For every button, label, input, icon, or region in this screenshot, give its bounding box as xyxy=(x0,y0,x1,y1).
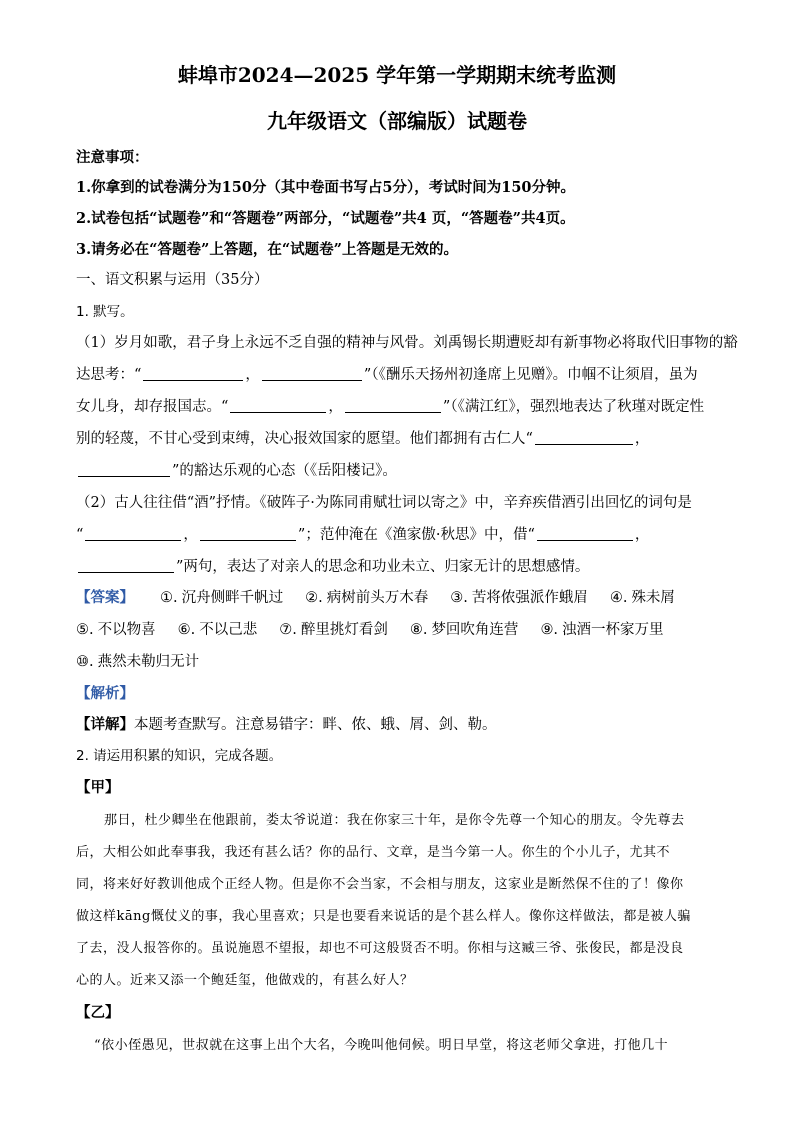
blank-3 xyxy=(230,398,326,413)
passage-jia-line6: 心的人。近来又添一个鲍廷玺，他做戏的，有甚么好人？ xyxy=(76,973,414,988)
answer-item-3: ③. 苦将侬强派作蛾眉 xyxy=(450,590,588,606)
section-heading: 一、语文积累与运用（35分） xyxy=(76,272,269,288)
q1-p2-line3: ”两句，表达了对亲人的思念和功业未立、归家无计的思想感情。 xyxy=(76,557,589,577)
passage-jia-line2: 后，大相公如此奉事我，我还有甚么话？你的品行、文章，是当今第一人。你生的个小儿子，尤其不 xyxy=(76,845,671,860)
answer-item-9: ⑨. 浊酒一杯家万里 xyxy=(540,622,664,638)
q1-p1-line3: 女儿身，却存报国志。“ ， ”（《满江红》，强烈地表达了秋瑾对既定性 xyxy=(76,399,705,415)
question-1-label: 1. 默写。 xyxy=(76,304,134,320)
exam-subtitle: 九年级语文（部编版）试题卷 xyxy=(267,109,527,133)
blank-1 xyxy=(143,366,243,381)
answer-item-6: ⑥. 不以己悲 xyxy=(177,622,258,638)
passage-yi-line1: “依小侄愚见，世叔就在这事上出个大名，今晚叫他伺候。明日早堂，将这老师父拿进，打他几十 xyxy=(94,1038,669,1053)
notice-item-3: 3.请务必在“答题卷”上答题，在“试题卷”上答题是无效的。 xyxy=(76,241,458,258)
answer-item-8: ⑧. 梦回吹角连营 xyxy=(409,622,519,638)
analysis-label: 【解析】 xyxy=(76,685,134,702)
blank-9 xyxy=(537,526,633,541)
blank-2 xyxy=(262,366,362,381)
q1-p1-line2: 达思考：“ ， ”（《酬乐天扬州初逢席上见赠》。巾帼不让须眉，虽为 xyxy=(76,367,698,383)
passage-yi-label: 【乙】 xyxy=(76,1004,120,1021)
exam-title: 蚌埠市2024—2025 学年第一学期期末统考监测 xyxy=(177,63,617,87)
blank-7 xyxy=(85,526,181,541)
notice-item-1: 1.你拿到的试卷满分为150分（其中卷面书写占5分），考试时间为150分钟。 xyxy=(76,179,576,196)
passage-jia-line1: 那日，杜少卿坐在他跟前，娄太爷说道：我在你家三十年，是你令先尊一个知心的朋友。令先尊去 xyxy=(104,813,685,828)
blank-5 xyxy=(535,430,633,445)
answer-item-5: ⑤. 不以物喜 xyxy=(76,622,156,638)
passage-jia-line4: 做这样kāng慨仗义的事，我心里喜欢；只是也要看来说话的是个甚么样人。像你这样做法，都是被人骗 xyxy=(76,909,691,924)
answer-item-1: ①. 沉舟侧畔千帆过 xyxy=(160,590,284,606)
blank-6 xyxy=(78,462,170,477)
notice-heading: 注意事项： xyxy=(76,149,149,166)
q1-p2-line2: “ ， ”；范仲淹在《渔家傲·秋思》中，借“ ， xyxy=(76,527,650,543)
passage-jia-label: 【甲】 xyxy=(76,779,120,796)
q1-p2-line1: （2）古人往往借“酒”抒情。《破阵子·为陈同甫赋壮词以寄之》中，辛弃疾借酒引出回忆的词句是 xyxy=(76,495,692,511)
analysis-detail: 【详解】本题考查默写。注意易错字：畔、侬、蛾、屑、剑、勒。 xyxy=(76,716,497,733)
notice-item-2: 2.试卷包括“试题卷”和“答题卷”两部分，“试题卷”共4 页，“答题卷”共4页。 xyxy=(76,210,575,227)
passage-jia-line3: 同，将来好好教训他成个正经人物。但是你不会当家，不会相与朋友，这家业是断然保不住的了！像你 xyxy=(76,877,684,892)
answer-row-2 xyxy=(76,620,664,640)
answer-item-2: ②. 病树前头万木春 xyxy=(305,590,429,606)
answer-row-1 xyxy=(76,588,675,608)
q1-p1-line5: ”的豁达乐观的心态（《岳阳楼记》。 xyxy=(76,461,397,481)
answer-item-4: ④. 殊未屑 xyxy=(609,590,675,606)
blank-4 xyxy=(345,398,441,413)
blank-8 xyxy=(200,526,296,541)
blank-10 xyxy=(78,558,174,573)
q1-p1-line1: （1）岁月如歌，君子身上永远不乏自强的精神与风骨。刘禹锡长期遭贬却有新事物必将取代旧事物的豁 xyxy=(76,335,738,351)
q1-p1-line4: 别的轻蔑，不甘心受到束缚，决心报效国家的愿望。他们都拥有古仁人“ ， xyxy=(76,431,650,447)
passage-jia-line5: 了去，没人报答你的。虽说施恩不望报，却也不可这般贤否不明。你相与这臧三爷、张俊民，都是没良 xyxy=(76,941,684,956)
answer-item-10: ⑩. 燕然未勒归无计 xyxy=(76,654,200,670)
answer-row-3 xyxy=(76,652,221,672)
answer-label: 【答案】 xyxy=(76,589,134,606)
question-2-label: 2. 请运用积累的知识，完成各题。 xyxy=(76,748,283,764)
answer-item-7: ⑦. 醉里挑灯看剑 xyxy=(279,622,388,638)
